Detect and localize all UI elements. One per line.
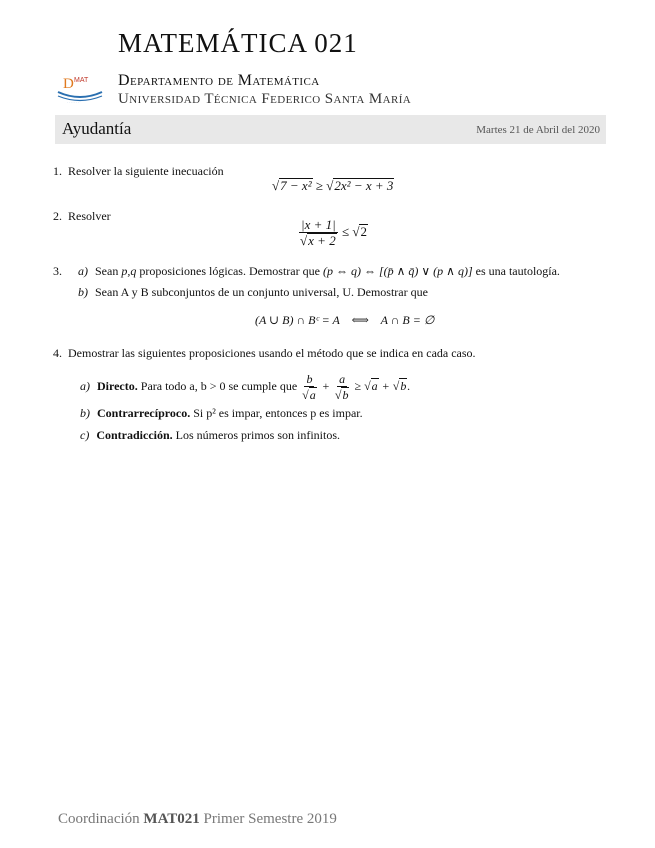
problem-3a-text-2: proposiciones lógicas. Demostrar que — [139, 264, 320, 278]
problem-1-number: 1. — [53, 164, 62, 178]
svg-text:· · · · · · ·: · · · · · · · — [67, 100, 79, 104]
problem-4a-label: a) — [80, 378, 90, 393]
problem-3a-text-3: es una tautología. — [475, 264, 560, 278]
svg-text:D: D — [63, 76, 74, 92]
department-name: Departamento de Matemática — [118, 72, 320, 89]
course-title: MATEMÁTICA 021 — [118, 28, 358, 58]
problem-3a-label: a) — [78, 264, 88, 278]
problem-4a-formula: $\frac{b}{√a}$ + $\frac{a}{√b}$ ≥ √a + √b. — [302, 372, 411, 402]
problem-1-text: Resolver la siguiente inecuación — [68, 164, 224, 178]
problem-4c-method: Contradicción. — [96, 428, 173, 442]
problem-3b — [78, 285, 428, 300]
problem-3a-vars: p,q — [121, 264, 137, 278]
document-date: Martes 21 de Abril del 2020 — [476, 124, 600, 136]
footer-course-code: MAT021 — [143, 811, 200, 827]
problem-4b-method: Contrarrecíproco. — [97, 406, 191, 420]
problem-3b-label: b) — [78, 285, 88, 299]
footer-prefix: Coordinación — [58, 811, 140, 827]
problem-4b — [80, 406, 363, 421]
problem-2-formula: $\frac{|x + 1|}{√x + 2}$ ≤ √2 — [300, 217, 367, 248]
problem-4b-text: Si p² es impar, entonces p es impar. — [193, 406, 363, 420]
problem-2-text: Resolver — [68, 209, 111, 223]
document-title: Ayudantía — [62, 119, 132, 138]
problem-3a-formula: (p ⇔ q) ⇔ [(p̄ ∧ q̄) ∨ (p ∧ q)] — [322, 264, 473, 278]
problem-4a-text: Para todo a, b > 0 se cumple que — [140, 378, 298, 393]
problem-4-text: Demostrar las siguientes proposiciones usando el método que se indica en cada caso. — [68, 346, 476, 360]
problem-3a-text-1: Sean — [95, 264, 119, 278]
problem-1-formula: √7 − x² ≥ √2x² − x + 3 — [272, 178, 394, 193]
footer — [58, 811, 337, 828]
problem-4a-method: Directo. — [97, 378, 138, 393]
problem-4a — [80, 372, 410, 402]
problem-4-number: 4. — [53, 346, 62, 360]
problem-2-number: 2. — [53, 209, 62, 223]
problem-4c-text: Los números primos son infinitos. — [175, 428, 341, 442]
svg-text:MAT: MAT — [74, 77, 89, 84]
problem-4c — [80, 428, 340, 443]
footer-semester: Primer Semestre 2019 — [203, 811, 337, 827]
problem-3b-formula: (A ∪ B) ∩ Bᶜ = A ⟺ A ∩ B = ∅ — [255, 313, 435, 327]
problem-3-number: 3. — [53, 264, 62, 278]
problem-4b-label: b) — [80, 406, 90, 420]
problem-3a — [78, 264, 560, 279]
university-name: Universidad Técnica Federico Santa María — [118, 91, 412, 107]
problem-4c-label: c) — [80, 428, 90, 442]
problem-3b-text: Sean A y B subconjuntos de un conjunto universal, U. Demostrar que — [95, 285, 428, 299]
